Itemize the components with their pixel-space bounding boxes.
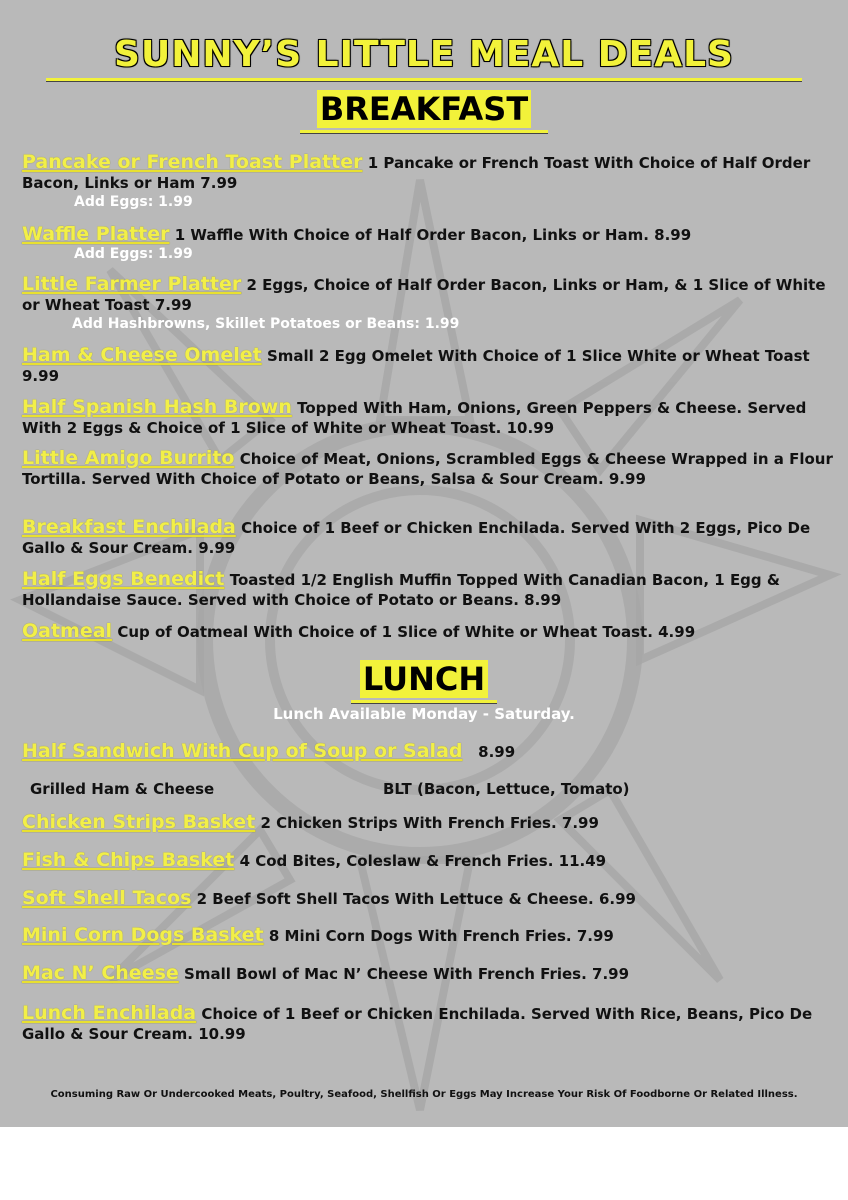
item-name: Mini Corn Dogs Basket xyxy=(22,924,264,946)
item-addon: Add Eggs: 1.99 xyxy=(74,246,193,262)
item-desc: Toasted 1/2 English Muffin Topped With Canadian Bacon, 1 Egg & Hollandaise Sauce. Served with Choice of Potato or Beans. 8.99 xyxy=(22,571,780,609)
food-safety-disclaimer: Consuming Raw Or Undercooked Meats, Poultry, Seafood, Shellfish Or Eggs May Increase Your Risk Of Foodborne Or Related Illness. xyxy=(50,1089,798,1100)
item-desc: 2 Eggs, Choice of Half Order Bacon, Links or Ham, & 1 Slice of White or Wheat Toast 7.99 xyxy=(22,276,826,314)
breakfast-heading-text: BREAKFAST xyxy=(317,90,531,128)
lunch-item-fish-chips xyxy=(22,850,837,871)
item-name: Oatmeal xyxy=(22,620,113,642)
sandwich-option-blt: BLT (Bacon, Lettuce, Tomato) xyxy=(383,780,630,798)
item-desc: 8 Mini Corn Dogs With French Fries. 7.99 xyxy=(268,927,614,945)
item-desc: Choice of 1 Beef or Chicken Enchilada. Served With Rice, Beans, Pico De Gallo & Sour Cream. 10.99 xyxy=(22,1005,813,1043)
item-name: Half Sandwich With Cup of Soup or Salad xyxy=(22,740,463,762)
item-name: Lunch Enchilada xyxy=(22,1002,197,1024)
lunch-item-mac-cheese xyxy=(22,963,837,984)
breakfast-item-hashbrown xyxy=(22,397,837,438)
item-desc: Small Bowl of Mac N’ Cheese With French Fries. 7.99 xyxy=(184,965,630,983)
item-desc: Choice of 1 Beef or Chicken Enchilada. Served With 2 Eggs, Pico De Gallo & Sour Cream. 9.99 xyxy=(22,519,811,557)
lunch-availability-note: Lunch Available Monday - Saturday. xyxy=(273,705,575,723)
breakfast-item-farmer xyxy=(22,274,837,333)
lunch-item-chicken-strips xyxy=(22,812,837,833)
item-desc: Small 2 Egg Omelet With Choice of 1 Slice White or Wheat Toast 9.99 xyxy=(22,347,810,385)
item-desc: 1 Waffle With Choice of Half Order Bacon, Links or Ham. 8.99 xyxy=(174,226,692,244)
item-desc: Choice of Meat, Onions, Scrambled Eggs & Cheese Wrapped in a Flour Tortilla. Served With Choice of Potato or Beans, Salsa & Sour Cream. 9.99 xyxy=(22,450,833,488)
lunch-item-corn-dogs xyxy=(22,925,837,946)
lunch-heading xyxy=(0,660,848,703)
lunch-item-enchilada xyxy=(22,1003,837,1044)
item-name: Half Spanish Hash Brown xyxy=(22,396,292,418)
menu-title: SUNNY’S LITTLE MEAL DEALS xyxy=(0,34,848,81)
item-desc: Cup of Oatmeal With Choice of 1 Slice of White or Wheat Toast. 4.99 xyxy=(117,623,696,641)
item-name: Waffle Platter xyxy=(22,223,170,245)
item-name: Pancake or French Toast Platter xyxy=(22,151,363,173)
breakfast-item-pancake xyxy=(22,152,837,211)
item-name: Little Farmer Platter xyxy=(22,273,242,295)
sandwich-option-ham-cheese: Grilled Ham & Cheese xyxy=(30,780,215,798)
lunch-item-half-sandwich xyxy=(22,741,837,762)
item-price: 8.99 xyxy=(478,743,516,761)
item-name: Mac N’ Cheese xyxy=(22,962,179,984)
item-desc: 2 Beef Soft Shell Tacos With Lettuce & Cheese. 6.99 xyxy=(196,890,636,908)
item-desc: 2 Chicken Strips With French Fries. 7.99 xyxy=(260,814,599,832)
item-desc: 1 Pancake or French Toast With Choice of Half Order Bacon, Links or Ham 7.99 xyxy=(22,154,811,192)
breakfast-item-enchilada xyxy=(22,517,837,558)
item-addon: Add Eggs: 1.99 xyxy=(74,194,193,210)
item-name: Half Eggs Benedict xyxy=(22,568,225,590)
item-name: Ham & Cheese Omelet xyxy=(22,344,262,366)
breakfast-item-benedict xyxy=(22,569,837,610)
item-desc: 4 Cod Bites, Coleslaw & French Fries. 11.49 xyxy=(239,852,607,870)
item-desc: Topped With Ham, Onions, Green Peppers & Cheese. Served With 2 Eggs & Choice of 1 Slice of White or Wheat Toast. 10.99 xyxy=(22,399,807,437)
item-addon: Add Hashbrowns, Skillet Potatoes or Beans: 1.99 xyxy=(72,316,460,332)
item-name: Soft Shell Tacos xyxy=(22,887,192,909)
item-name: Little Amigo Burrito xyxy=(22,447,235,469)
item-name: Fish & Chips Basket xyxy=(22,849,235,871)
breakfast-heading xyxy=(0,90,848,133)
lunch-item-soft-tacos xyxy=(22,888,837,909)
lunch-heading-text: LUNCH xyxy=(360,660,488,698)
breakfast-item-burrito xyxy=(22,448,837,489)
breakfast-item-omelet xyxy=(22,345,837,386)
item-name: Chicken Strips Basket xyxy=(22,811,256,833)
breakfast-item-waffle xyxy=(22,224,837,263)
item-name: Breakfast Enchilada xyxy=(22,516,236,538)
breakfast-item-oatmeal xyxy=(22,621,837,642)
